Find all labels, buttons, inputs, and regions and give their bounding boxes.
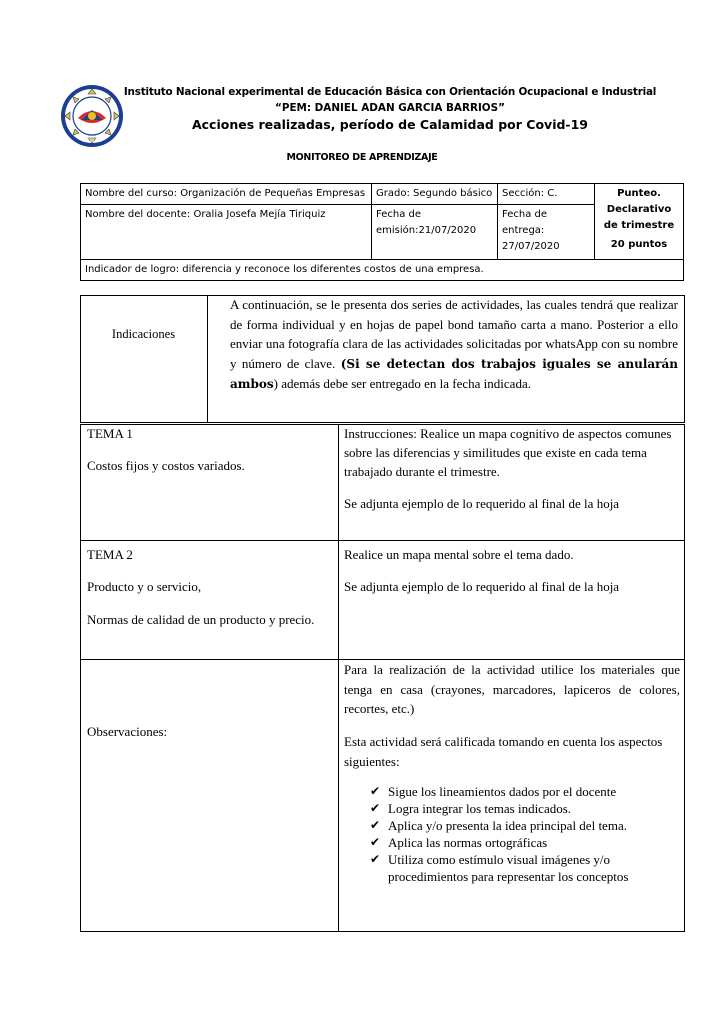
instructions-text-end: ) además debe ser entregado en la fecha indicada. <box>273 376 531 391</box>
check-icon: ✔ <box>370 818 381 832</box>
score-label: Punteo. <box>617 188 661 199</box>
topic1-instructions: Instrucciones: Realice un mapa cognitivo de aspectos comunes sobre las diferencias y similitudes que existe en cada tema trabajado durante el trimestre. <box>344 426 672 479</box>
due-date-cell <box>498 205 595 260</box>
observations-criteria-intro: Esta actividad será calificada tomando en cuenta los aspectos siguientes: <box>344 734 663 769</box>
criteria-checklist <box>370 783 680 885</box>
topic2-subject-2: Normas de calidad de un producto y precio. <box>87 612 315 627</box>
instructions-divider <box>207 295 208 423</box>
issue-date-label: Fecha de <box>376 209 421 220</box>
instructions-label: Indicaciones <box>111 327 176 341</box>
topic2-note: Se adjunta ejemplo de lo requerido al final de la hoja <box>344 579 620 594</box>
topic1-title: TEMA 1 <box>87 426 133 441</box>
observations-materials: Para la realización de la actividad utilice los materiales que tenga en casa (crayones, marcadores, lapiceros de colores, recortes, etc.) <box>344 662 680 716</box>
issue-date-cell <box>372 205 498 260</box>
due-date-label: Fecha de entrega: <box>502 209 547 236</box>
topics-column-divider <box>338 424 339 932</box>
teacher-name-cell: Nombre del docente: Oralia Josefa Mejía Tiriquiz <box>81 205 372 260</box>
criteria-item: ✔ Logra integrar los temas indicados. <box>370 801 572 816</box>
criteria-item: ✔ Sigue los lineamientos dados por el docente <box>370 784 617 799</box>
check-icon: ✔ <box>370 801 381 815</box>
criteria-item: ✔ Utiliza como estímulo visual imágenes y/o procedimientos para representar los conceptos <box>370 852 629 884</box>
check-icon: ✔ <box>370 784 381 798</box>
section-cell: Sección: C. <box>498 184 595 205</box>
logo-ring-text: INEBOOI <box>82 139 102 144</box>
score-cell <box>595 184 684 260</box>
criteria-item: ✔ Aplica las normas ortográficas <box>370 835 548 850</box>
instructions-text <box>230 295 678 395</box>
school-gear-logo-icon <box>58 82 126 150</box>
score-period: de trimestre <box>603 220 675 231</box>
observations-label: Observaciones: <box>87 724 168 739</box>
check-icon: ✔ <box>370 835 381 849</box>
instructions-warning: (Si se detectan dos trabajos iguales se anularán ambos <box>230 356 679 391</box>
achievement-indicator-cell: Indicador de logro: diferencia y reconoce los diferentes costos de una empresa. <box>81 260 684 281</box>
course-info-table <box>80 183 684 281</box>
topic2-instructions: Realice un mapa mental sobre el tema dado. <box>344 547 574 562</box>
institution-name: Instituto Nacional experimental de Educación Básica con Orientación Ocupacional e Industrial <box>123 86 657 98</box>
score-points: 20 puntos <box>610 239 668 250</box>
topic2-title: TEMA 2 <box>87 547 133 562</box>
course-name-cell: Nombre del curso: Organización de Pequeñas Empresas <box>81 184 372 205</box>
topic2-subject-1: Producto y o servicio, <box>87 579 202 594</box>
period-subtitle: Acciones realizadas, período de Calamidad por Covid-19 <box>191 117 589 132</box>
instructions-text-main: A continuación, se le presenta dos series de actividades, las cuales tendrá que realizar de forma individual y en hojas de papel bond tamaño carta a mano. Posterior a ello enviar una fotografía clara de las actividades solicitadas por whatsApp con su nombre y número de clave. <box>230 297 678 371</box>
score-type: Declarativo <box>606 204 672 215</box>
topic1-divider <box>80 540 685 541</box>
check-icon: ✔ <box>370 852 381 866</box>
institution-subtitle: “PEM: DANIEL ADAN GARCIA BARRIOS” <box>275 102 505 114</box>
due-date-value: 27/07/2020 <box>502 241 560 252</box>
criteria-item: ✔ Aplica y/o presenta la idea principal del tema. <box>370 818 627 833</box>
topic1-note: Se adjunta ejemplo de lo requerido al final de la hoja <box>344 496 620 511</box>
grade-cell: Grado: Segundo básico <box>372 184 498 205</box>
document-title: MONITOREO DE APRENDIZAJE <box>286 152 438 163</box>
topic1-subject: Costos fijos y costos variados. <box>87 458 245 473</box>
issue-date-value: emisión:21/07/2020 <box>376 225 477 236</box>
